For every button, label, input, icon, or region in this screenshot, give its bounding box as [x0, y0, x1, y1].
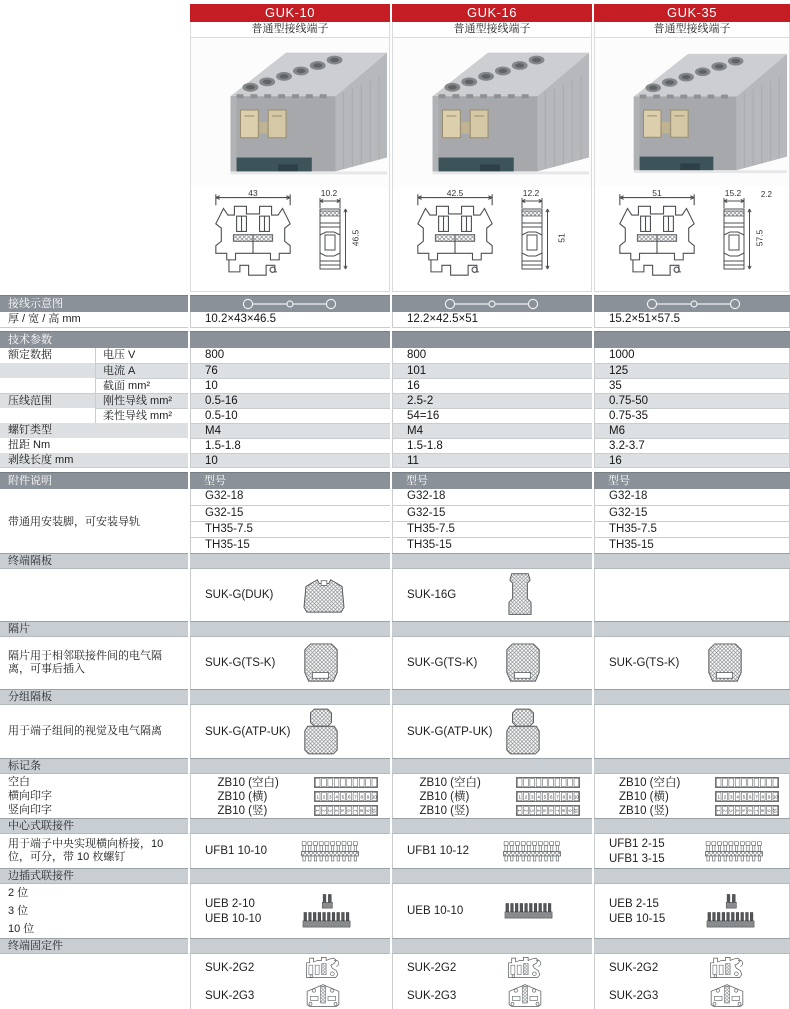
end-bracket-icon	[503, 983, 547, 1008]
schematic-cell	[392, 295, 592, 312]
positions-3-label: 3 位	[8, 905, 29, 917]
strip-length-label: 剥线长度 mm	[0, 453, 188, 468]
marker-strip-blank-icon	[516, 777, 580, 788]
marker-cell	[392, 774, 592, 818]
rail-model: TH35-7.5	[191, 521, 390, 537]
separator-row	[0, 637, 790, 689]
end-clamp-model: SUK-2G2	[609, 961, 659, 974]
marker-model: ZB10 (空白)	[419, 777, 481, 789]
rail-model: TH35-15	[393, 537, 592, 553]
height-dimension: 57.5	[754, 229, 765, 247]
center-jumper-row	[0, 834, 790, 868]
group-plate-cell	[392, 705, 592, 758]
current-label: 电流 A	[95, 363, 188, 378]
side-jumper-cell	[594, 884, 790, 938]
marker-model: ZB10 (竖)	[619, 805, 669, 817]
band-cell	[594, 818, 790, 834]
dimension-drawing	[190, 188, 390, 292]
marker-blank-label: 空白	[8, 776, 30, 788]
rail-models-block	[0, 489, 790, 553]
schematic-cell	[190, 295, 390, 312]
center-jumper-label: 中心式联接件	[0, 818, 188, 834]
marker-strip-horizontal-icon	[516, 791, 580, 802]
rail-mount-note: 带通用安装脚，可安装导轨	[8, 516, 140, 528]
end-clamp-model: SUK-2G3	[407, 989, 457, 1002]
side-view-drawing-icon	[717, 191, 755, 285]
screw-type-value: M6	[594, 423, 790, 438]
terminal-block-photo-icon	[191, 38, 389, 188]
rail-models	[392, 489, 592, 553]
band-cell	[594, 868, 790, 884]
tech-section-label: 技术参数	[0, 331, 188, 348]
front-view-drawing-icon	[207, 191, 299, 285]
band-cell	[190, 553, 390, 569]
product-title-row	[0, 4, 790, 22]
band-cell	[594, 938, 790, 954]
end-plate-band	[0, 553, 790, 569]
current-value: 101	[392, 363, 592, 378]
end-plate-cell	[594, 569, 790, 621]
current-value: 76	[190, 363, 390, 378]
product-title-guk16: GUK-16	[392, 4, 592, 22]
side-jumper-model: UEB 10-10	[407, 905, 464, 917]
end-fixing-band	[0, 938, 790, 954]
rail-model: G32-15	[595, 505, 789, 521]
marker-cell	[190, 774, 390, 818]
separator-model: SUK-G(TS-K)	[407, 657, 478, 669]
terminal-link-icon	[240, 298, 344, 310]
product-subtitle: 普通型接线端子	[392, 22, 592, 38]
end-bracket-icon	[301, 955, 345, 980]
end-bracket-icon	[503, 955, 547, 980]
band-cell	[594, 621, 790, 637]
group-plate-cell	[190, 705, 390, 758]
band-cell	[392, 553, 592, 569]
flexible-wire-value: 0.5-10	[190, 408, 390, 423]
center-jumper-cell	[392, 834, 592, 868]
end-plate-row	[0, 569, 790, 621]
voltage-value: 800	[190, 348, 390, 363]
torque-value: 1.5-1.8	[190, 438, 390, 453]
group-plate-note: 用于端子组间的视觉及电气隔离	[8, 725, 162, 737]
plug-comb-2pos-icon	[725, 894, 738, 909]
band-cell	[190, 689, 390, 705]
end-clamp-model: SUK-2G3	[609, 989, 659, 1002]
thickness-dimension: 10.2	[320, 188, 338, 198]
band-cell	[392, 758, 592, 774]
marker-model: ZB10 (横)	[619, 791, 669, 803]
end-plate-label: 终端隔板	[0, 553, 188, 569]
marker-model: ZB10 (竖)	[419, 805, 470, 817]
end-clamp-model: SUK-2G2	[407, 961, 457, 974]
product-subtitle: 普通型接线端子	[594, 22, 790, 38]
marker-model: ZB10 (竖)	[217, 805, 268, 817]
separator-model: SUK-G(TS-K)	[205, 657, 276, 669]
end-plate-cell	[190, 569, 390, 621]
torque-value: 3.2-3.7	[594, 438, 790, 453]
spec-row-rigid-wire	[0, 393, 790, 408]
band-cell	[392, 818, 592, 834]
end-plate-model: SUK-16G	[407, 589, 457, 601]
band-cell	[392, 621, 592, 637]
current-value: 125	[594, 363, 790, 378]
center-jumper-model: UFB1 2-15	[609, 837, 665, 850]
terminal-block-photo-icon	[393, 38, 591, 188]
screw-comb-jumper-icon	[705, 841, 763, 862]
cross-section-value: 10	[190, 378, 390, 393]
band-cell	[190, 938, 390, 954]
cross-section-label: 截面 mm²	[95, 378, 188, 393]
marker-label: 标记条	[0, 758, 188, 774]
rail-model: G32-15	[393, 505, 592, 521]
rigid-wire-value: 0.75-50	[594, 393, 790, 408]
height-dimension: 46.5	[350, 229, 361, 247]
rail-model: TH35-15	[595, 537, 789, 553]
spec-row-voltage	[0, 348, 790, 363]
rigid-wire-label: 刚性导线 mm²	[95, 393, 188, 408]
screw-type-label: 螺钉类型	[0, 423, 188, 438]
clamp-range-continuation	[0, 408, 95, 423]
rigid-wire-value: 0.5-16	[190, 393, 390, 408]
spacer	[0, 4, 188, 22]
group-plate-label: 分组隔板	[0, 689, 188, 705]
separator-band	[0, 621, 790, 637]
rail-models	[594, 489, 790, 553]
rail-model: TH35-7.5	[595, 521, 789, 537]
group-plate-band	[0, 689, 790, 705]
marker-model: ZB10 (空白)	[217, 777, 279, 789]
voltage-value: 1000	[594, 348, 790, 363]
separator-cell	[594, 637, 790, 689]
marker-cell	[594, 774, 790, 818]
clamp-range-group-label: 压线范围	[0, 393, 95, 408]
marker-type-labels	[0, 774, 188, 818]
marker-strip-vertical-icon	[516, 805, 580, 816]
voltage-label: 电压 V	[95, 348, 188, 363]
side-jumper-model: UEB 2-10	[205, 897, 255, 910]
model-header: 型号	[594, 472, 790, 489]
thickness-dimension: 12.2	[522, 188, 540, 198]
band-cell	[594, 331, 790, 348]
marker-strip-blank-icon	[314, 777, 378, 788]
center-jumper-model: UFB1 3-15	[609, 852, 665, 865]
spacer	[0, 569, 188, 621]
rail-model: G32-18	[609, 490, 648, 502]
marker-strip-horizontal-icon	[314, 791, 378, 802]
end-plate-model: SUK-G(DUK)	[205, 589, 274, 601]
torque-value: 1.5-1.8	[392, 438, 592, 453]
cross-section-value: 16	[392, 378, 592, 393]
dimensions-label: 厚 / 宽 / 高 mm	[0, 312, 188, 328]
side-jumper-cell	[190, 884, 390, 938]
group-plate-model: SUK-G(ATP-UK)	[407, 725, 493, 738]
end-fixing-label: 终端固定件	[0, 938, 188, 954]
plug-comb-10pos-icon	[503, 903, 555, 919]
terminal-block-photo-icon	[595, 38, 789, 188]
spacer	[0, 954, 188, 1009]
rail-model: G32-18	[407, 490, 446, 502]
plug-comb-2pos-icon	[321, 894, 334, 909]
marker-model: ZB10 (横)	[217, 791, 268, 803]
terminal-link-icon	[644, 298, 748, 310]
center-jumper-model: UFB1 10-12	[407, 845, 470, 857]
product-photo	[392, 38, 592, 188]
flexible-wire-value: 0.75-35	[594, 408, 790, 423]
group-plate-row	[0, 705, 790, 758]
product-photo-row	[0, 38, 790, 188]
rail-model: TH35-7.5	[393, 521, 592, 537]
spacer	[0, 38, 188, 188]
width-dimension: 42.5	[446, 188, 464, 198]
band-cell	[190, 331, 390, 348]
rigid-wire-value: 2.5-2	[392, 393, 592, 408]
thickness-dimension: 15.2	[724, 188, 742, 198]
product-subtitle-row	[0, 22, 790, 38]
band-cell	[594, 689, 790, 705]
schematic-band	[0, 295, 790, 312]
separator-plate-icon	[705, 641, 745, 685]
spacer	[0, 188, 188, 292]
side-jumper-position-labels	[0, 884, 188, 938]
tech-section-band	[0, 331, 790, 348]
band-cell	[190, 621, 390, 637]
marker-strip-vertical-icon	[715, 805, 779, 816]
side-jumper-row	[0, 884, 790, 938]
group-plate-icon	[503, 707, 543, 757]
plug-comb-10pos-icon	[301, 912, 353, 928]
separator-note: 隔片用于相邻联接件间的电气隔离，可事后插入	[8, 650, 162, 675]
side-view-drawing-icon	[313, 191, 351, 285]
band-cell	[190, 818, 390, 834]
rated-group-continuation	[0, 378, 95, 393]
marker-strip-vertical-icon	[314, 805, 378, 816]
model-header: 型号	[392, 472, 592, 489]
side-jumper-model: UEB 10-10	[205, 912, 262, 925]
strip-length-value: 16	[594, 453, 790, 468]
end-fixing-row	[0, 954, 790, 1009]
end-bracket-icon	[301, 983, 345, 1008]
end-plate-icon	[503, 571, 537, 619]
flexible-wire-label: 柔性导线 mm²	[95, 408, 188, 423]
separator-plate-icon	[503, 641, 543, 685]
separator-cell	[190, 637, 390, 689]
end-clamp-model: SUK-2G3	[205, 989, 255, 1002]
spacer	[0, 22, 188, 38]
marker-strip-horizontal-icon	[715, 791, 779, 802]
band-cell	[392, 938, 592, 954]
schematic-band-label: 接线示意图	[0, 295, 188, 312]
offset-dimension: 2.2	[760, 190, 772, 199]
band-cell	[392, 868, 592, 884]
band-cell	[594, 553, 790, 569]
rail-model: G32-18	[205, 490, 244, 502]
product-photo	[190, 38, 390, 188]
strip-length-value: 10	[190, 453, 390, 468]
cross-section-value: 35	[594, 378, 790, 393]
terminal-link-icon	[442, 298, 546, 310]
separator-plate-icon	[301, 641, 341, 685]
end-fixing-cell	[594, 954, 790, 1009]
dimension-drawing	[392, 188, 592, 292]
center-jumper-band	[0, 818, 790, 834]
dimensions-row	[0, 312, 790, 328]
center-jumper-cell	[594, 834, 790, 868]
side-view-drawing-icon	[515, 191, 553, 285]
group-plate-model: SUK-G(ATP-UK)	[205, 725, 291, 738]
dimensions-value: 15.2×51×57.5	[594, 312, 790, 328]
model-header: 型号	[190, 472, 390, 489]
flexible-wire-value: 54=16	[392, 408, 592, 423]
screw-type-value: M4	[392, 423, 592, 438]
accessories-band	[0, 472, 790, 489]
band-cell	[392, 331, 592, 348]
separator-label: 隔片	[0, 621, 188, 637]
marker-model: ZB10 (横)	[419, 791, 470, 803]
rated-group-continuation	[0, 363, 95, 378]
strip-length-value: 11	[392, 453, 592, 468]
rail-model: TH35-15	[191, 537, 390, 553]
height-dimension: 51	[556, 233, 567, 243]
width-dimension: 43	[248, 188, 258, 198]
screw-type-value: M4	[190, 423, 390, 438]
spec-row-torque	[0, 438, 790, 453]
spec-row-cross-section	[0, 378, 790, 393]
screw-comb-jumper-icon	[503, 841, 561, 862]
product-title-guk10: GUK-10	[190, 4, 390, 22]
rated-group-label: 额定数据	[8, 349, 52, 361]
screw-comb-jumper-icon	[301, 841, 359, 862]
schematic-cell	[594, 295, 790, 312]
side-jumper-model: UEB 2-15	[609, 897, 659, 910]
center-jumper-model: UFB1 10-10	[205, 845, 268, 857]
center-jumper-cell	[190, 834, 390, 868]
dimension-drawing-row	[0, 188, 790, 292]
marker-vertical-label: 竖向印字	[8, 804, 52, 816]
separator-cell	[392, 637, 592, 689]
marker-row	[0, 774, 790, 818]
end-plate-cell	[392, 569, 592, 621]
marker-model: ZB10 (空白)	[619, 777, 681, 789]
end-bracket-icon	[705, 955, 749, 980]
center-jumper-note: 用于端子中央实现横向桥接，10 位，可分，带 10 枚螺钉	[8, 838, 164, 863]
width-dimension: 51	[652, 188, 662, 198]
marker-strip-blank-icon	[715, 777, 779, 788]
group-plate-icon	[301, 707, 341, 757]
product-subtitle: 普通型接线端子	[190, 22, 390, 38]
band-cell	[392, 689, 592, 705]
dimensions-value: 12.2×42.5×51	[392, 312, 592, 328]
side-jumper-label: 边插式联接件	[0, 868, 188, 884]
side-jumper-band	[0, 868, 790, 884]
positions-10-label: 10 位	[8, 923, 35, 935]
end-fixing-cell	[392, 954, 592, 1009]
front-view-drawing-icon	[409, 191, 501, 285]
dimensions-value: 10.2×43×46.5	[190, 312, 390, 328]
spec-row-current	[0, 363, 790, 378]
spec-row-screw-type	[0, 423, 790, 438]
torque-label: 扭距 Nm	[8, 439, 51, 451]
front-view-drawing-icon	[611, 191, 703, 285]
rail-model: G32-15	[191, 505, 390, 521]
accessories-section-label: 附件说明	[0, 472, 188, 489]
product-photo	[594, 38, 790, 188]
end-clamp-model: SUK-2G2	[205, 961, 255, 974]
separator-model: SUK-G(TS-K)	[609, 657, 680, 669]
end-bracket-icon	[705, 983, 749, 1008]
end-plate-icon	[301, 575, 347, 615]
spec-row-flexible-wire	[0, 408, 790, 423]
spec-row-strip-length	[0, 453, 790, 468]
end-fixing-cell	[190, 954, 390, 1009]
dimension-drawing	[594, 188, 790, 292]
rail-models	[190, 489, 390, 553]
marker-horizontal-label: 横向印字	[8, 790, 52, 802]
band-cell	[190, 758, 390, 774]
band-cell	[190, 868, 390, 884]
plug-comb-10pos-icon	[705, 912, 757, 928]
product-title-guk35: GUK-35	[594, 4, 790, 22]
band-cell	[594, 758, 790, 774]
side-jumper-cell	[392, 884, 592, 938]
marker-band	[0, 758, 790, 774]
group-plate-cell	[594, 705, 790, 758]
positions-2-label: 2 位	[8, 887, 29, 899]
side-jumper-model: UEB 10-15	[609, 912, 666, 925]
voltage-value: 800	[392, 348, 592, 363]
